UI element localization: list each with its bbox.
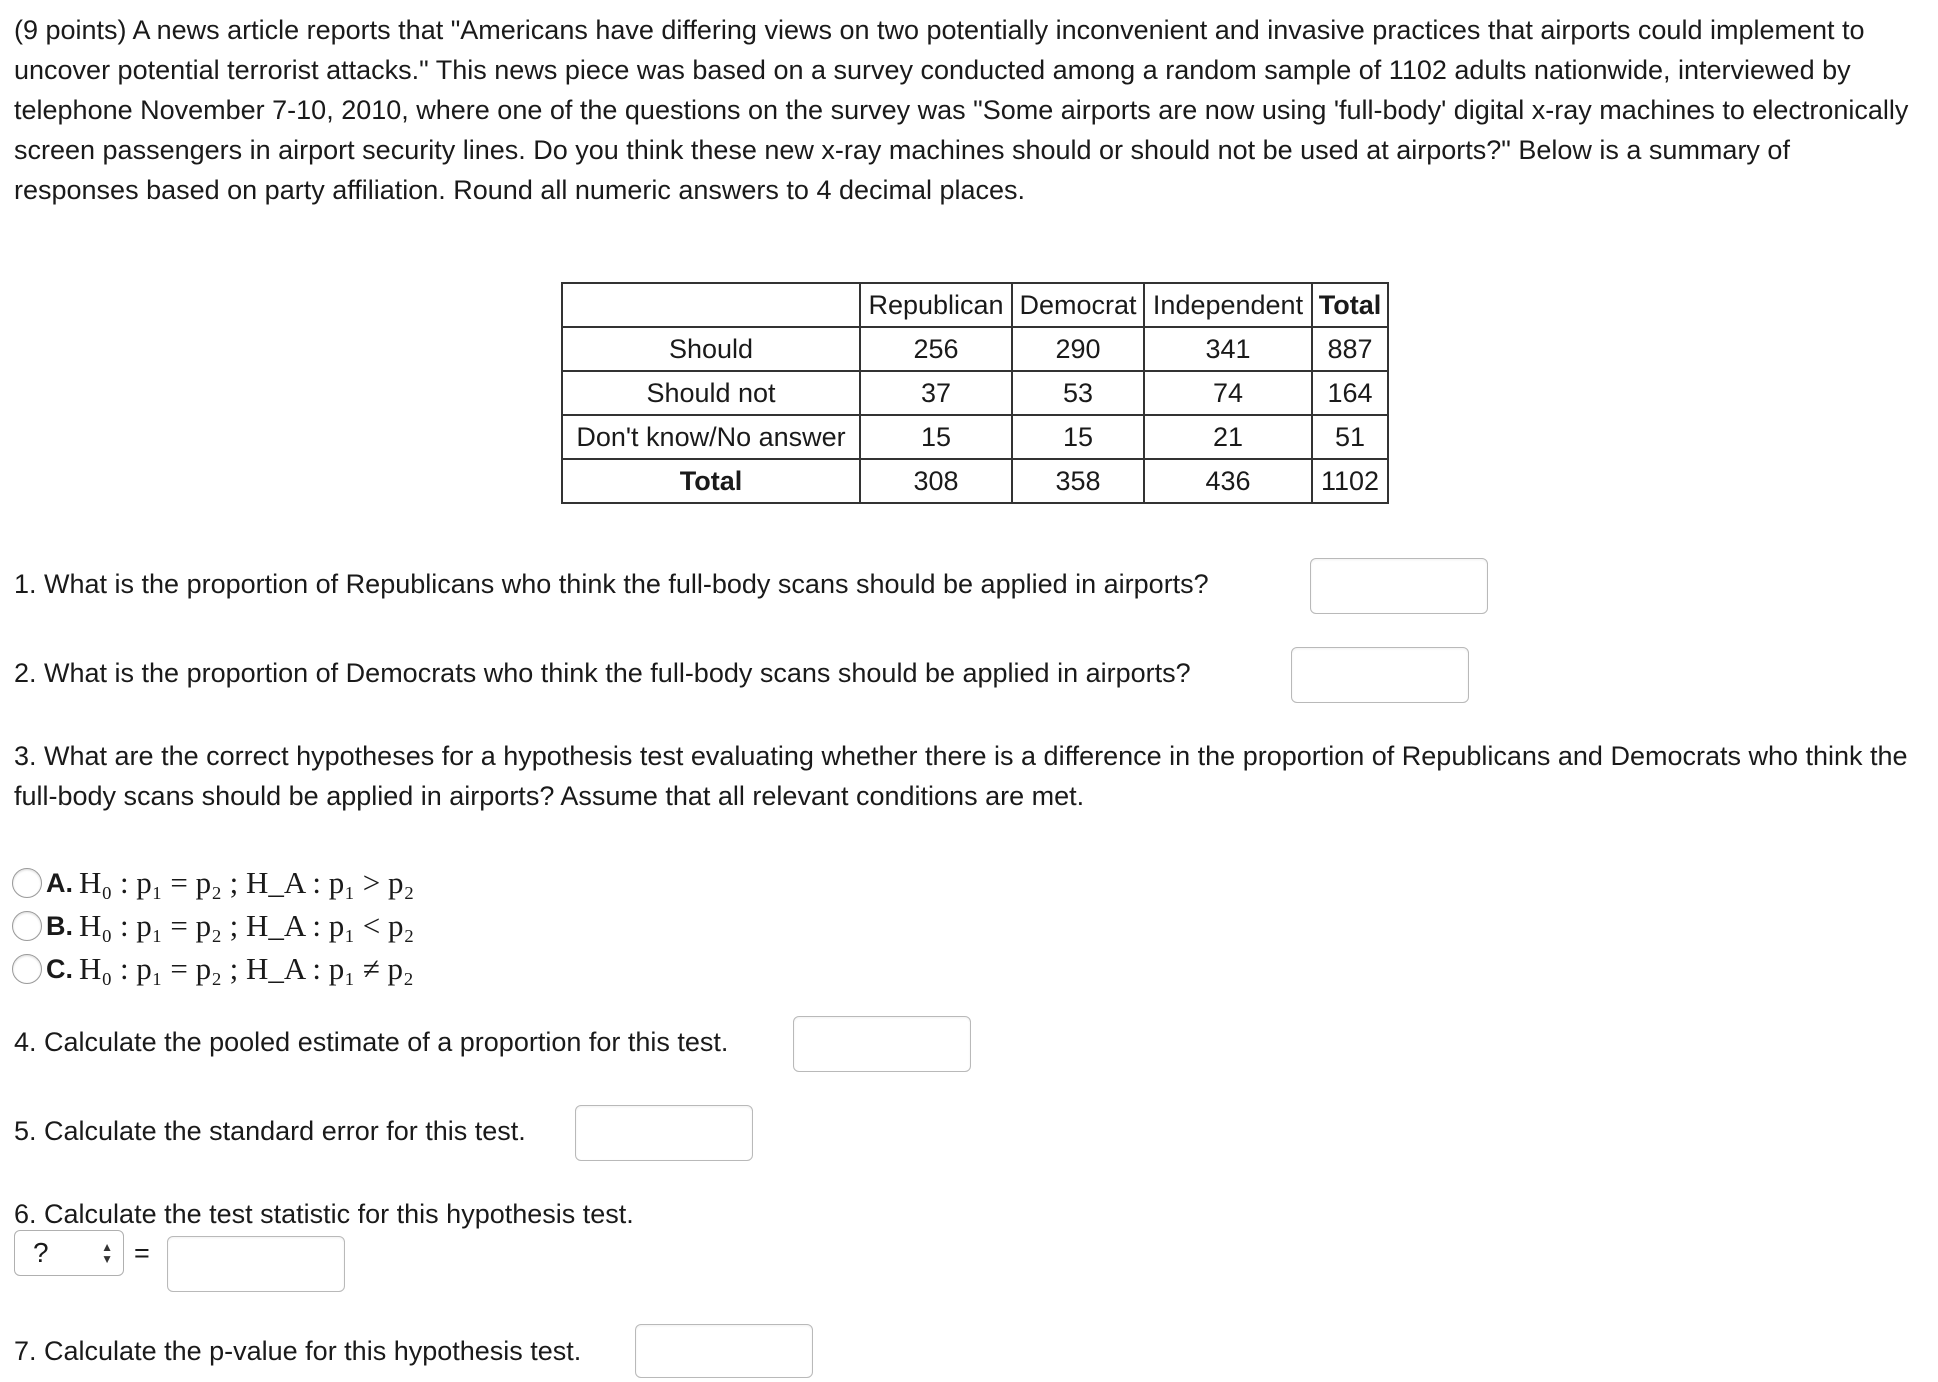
table-row xyxy=(562,459,1388,503)
table-header-cell: Republican xyxy=(860,283,1012,327)
table-cell: 51 xyxy=(1312,415,1388,459)
table-row xyxy=(562,327,1388,371)
option-b[interactable] xyxy=(12,905,414,947)
option-letter: A. xyxy=(46,868,73,898)
table-row xyxy=(562,415,1388,459)
option-expression: H₀ : p₁ = p₂ ; H_A : p₁ < p₂ xyxy=(79,908,415,943)
table-header-cell xyxy=(562,283,860,327)
option-letter: C. xyxy=(46,954,73,984)
table-cell: 15 xyxy=(860,415,1012,459)
table-cell: 164 xyxy=(1312,371,1388,415)
select-value: ? xyxy=(33,1237,49,1268)
answer-5-input[interactable] xyxy=(575,1105,753,1161)
radio-b[interactable] xyxy=(12,911,42,941)
radio-a[interactable] xyxy=(12,868,42,898)
test-statistic-select[interactable] xyxy=(14,1230,124,1276)
table-cell: 436 xyxy=(1144,459,1312,503)
table-cell: 74 xyxy=(1144,371,1312,415)
table-cell: Should not xyxy=(562,371,860,415)
table-cell: Don't know/No answer xyxy=(562,415,860,459)
question-4-text: 4. Calculate the pooled estimate of a proportion for this test. xyxy=(14,1027,729,1057)
equals-sign: = xyxy=(134,1238,150,1268)
select-arrows-icon: ▲ ▼ xyxy=(101,1240,113,1266)
table-cell: 290 xyxy=(1012,327,1144,371)
table-cell: Total xyxy=(562,459,860,503)
option-expression: H₀ : p₁ = p₂ ; H_A : p₁ > p₂ xyxy=(79,865,415,900)
question-5-text: 5. Calculate the standard error for this test. xyxy=(14,1116,526,1146)
question-7-text: 7. Calculate the p-value for this hypothesis test. xyxy=(14,1336,582,1366)
table-cell: 37 xyxy=(860,371,1012,415)
table-cell: 308 xyxy=(860,459,1012,503)
table-row xyxy=(562,371,1388,415)
answer-7-input[interactable] xyxy=(635,1324,813,1378)
table-cell: 887 xyxy=(1312,327,1388,371)
table-cell: 358 xyxy=(1012,459,1144,503)
table-cell: 15 xyxy=(1012,415,1144,459)
option-letter: B. xyxy=(46,911,73,941)
summary-table xyxy=(561,282,1389,504)
question-3-text: 3. What are the correct hypotheses for a hypothesis test evaluating whether there is a difference in the proportion of Republicans and Democrats who think the full-body scans should be applied in airports? Assume that all relevant conditions are met. xyxy=(14,741,1908,811)
answer-1-input[interactable] xyxy=(1310,558,1488,614)
table-cell: 256 xyxy=(860,327,1012,371)
answer-2-input[interactable] xyxy=(1291,647,1469,703)
table-cell: 1102 xyxy=(1312,459,1388,503)
option-c[interactable] xyxy=(12,948,414,990)
table-header-cell: Democrat xyxy=(1012,283,1144,327)
table-cell: 53 xyxy=(1012,371,1144,415)
table-header-row xyxy=(562,283,1388,327)
table-cell: Should xyxy=(562,327,860,371)
question-1-text: 1. What is the proportion of Republicans who think the full-body scans should be applied in airports? xyxy=(14,569,1209,599)
question-6-text: 6. Calculate the test statistic for this hypothesis test. xyxy=(14,1199,634,1229)
table-cell: 21 xyxy=(1144,415,1312,459)
problem-intro: (9 points) A news article reports that "Americans have differing views on two potentially inconvenient and invasive practices that airports could implement to uncover potential terrorist attacks." This news piece was based on a survey conducted among a random sample of 1102 adults nationwide, interviewed by telephone November 7-10, 2010, where one of the questions on the survey was "Some airports are now using 'full-body' digital x-ray machines to electronically screen passengers in airport security lines. Do you think these new x-ray machines should or should not be used at airports?" Below is a summary of responses based on party affiliation. Round all numeric answers to 4 decimal places. xyxy=(14,15,1909,205)
option-expression: H₀ : p₁ = p₂ ; H_A : p₁ ≠ p₂ xyxy=(79,951,414,986)
answer-4-input[interactable] xyxy=(793,1016,971,1072)
table-header-cell: Independent xyxy=(1144,283,1312,327)
table-header-cell: Total xyxy=(1312,283,1388,327)
table-cell: 341 xyxy=(1144,327,1312,371)
answer-6-input[interactable] xyxy=(167,1236,345,1292)
question-2-text: 2. What is the proportion of Democrats who think the full-body scans should be applied in airports? xyxy=(14,658,1191,688)
option-a[interactable] xyxy=(12,862,414,904)
radio-c[interactable] xyxy=(12,954,42,984)
